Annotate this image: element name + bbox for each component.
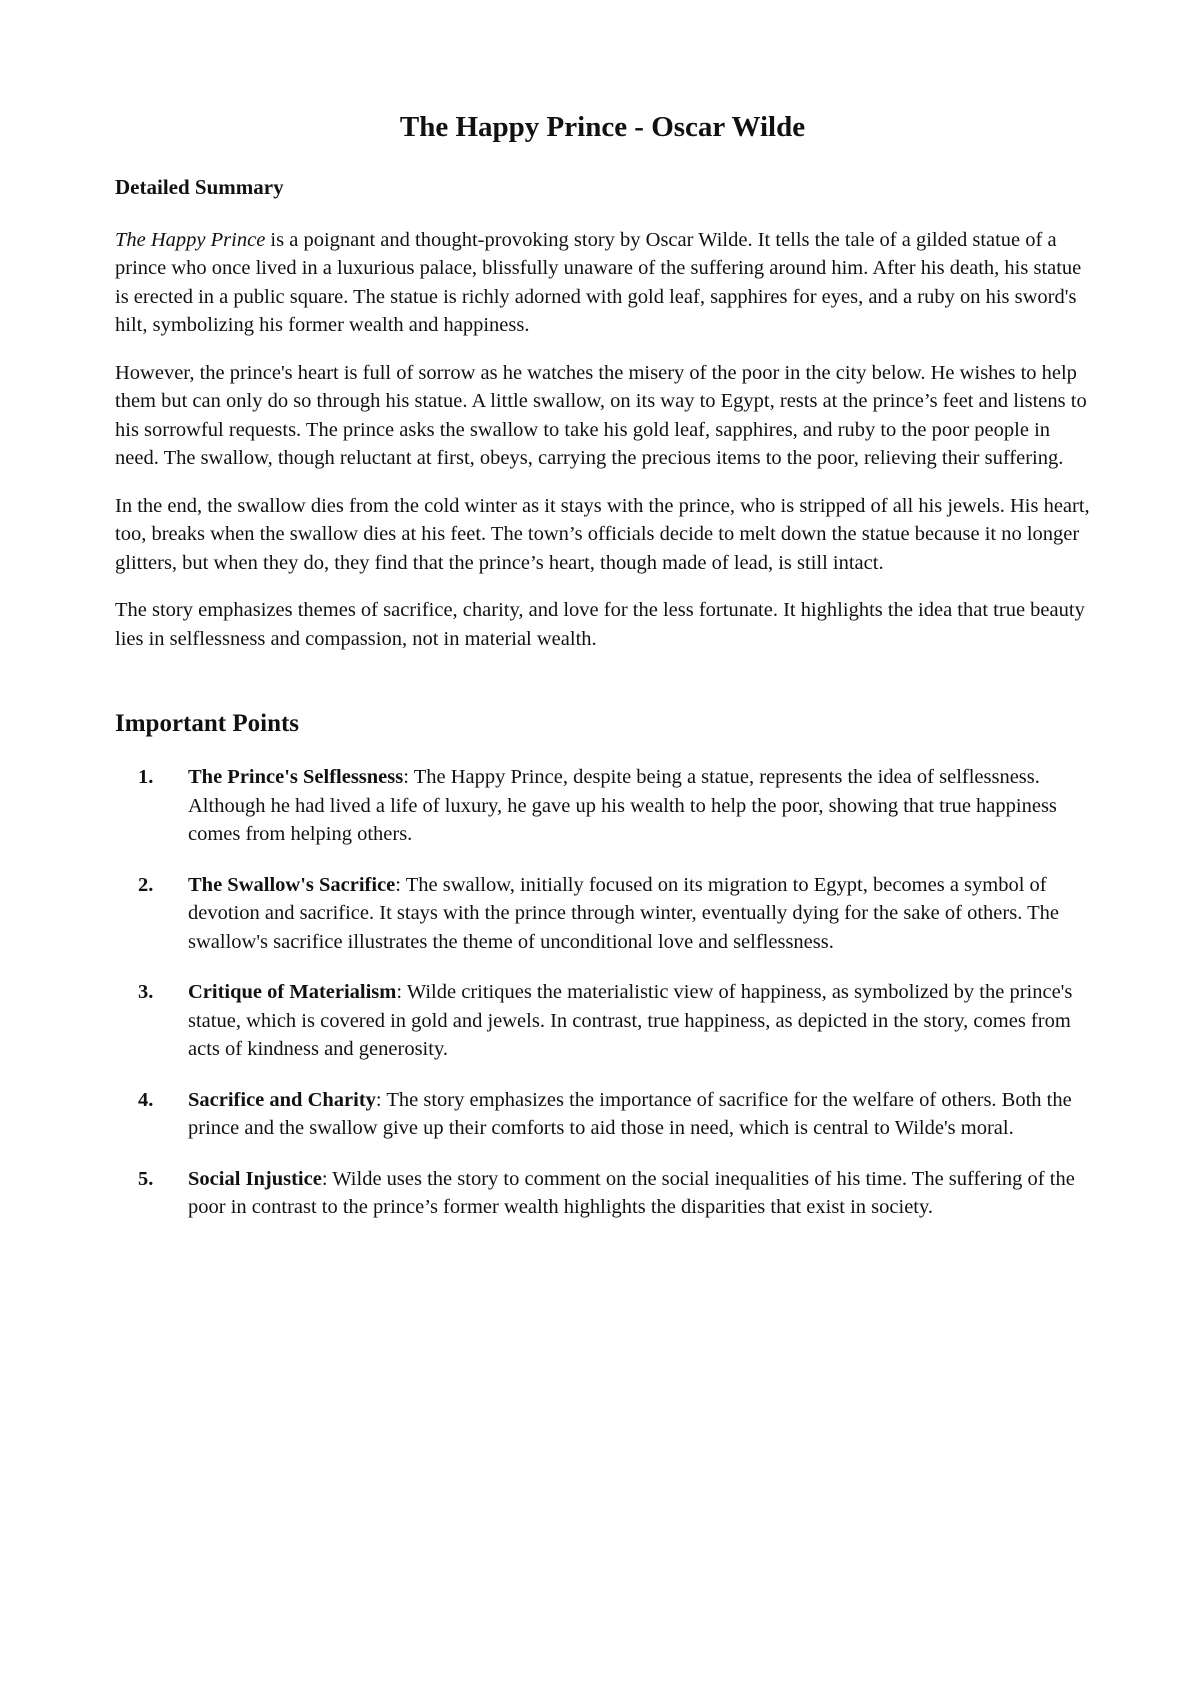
list-item-number: 4. [138,1088,154,1111]
list-item [115,1165,1090,1222]
list-item [115,1086,1090,1143]
list-item-term: Social Injustice [188,1167,322,1190]
book-title-italic: The Happy Prince [115,228,266,251]
important-points-list [115,763,1090,1222]
list-item-text: : The story emphasizes the importance of sacrifice for the welfare of others. Both the prince and the swallow give up their comforts to aid those in need, which is central to Wilde's moral. [188,1088,1072,1140]
list-item-term: The Swallow's Sacrifice [188,873,396,896]
list-item [115,871,1090,957]
list-item-term: Critique of Materialism [188,981,397,1004]
list-item [115,763,1090,849]
list-item-text: : The swallow, initially focused on its migration to Egypt, becomes a symbol of devotion and sacrifice. It stays with the prince through winter, eventually dying for the sake of others. The swallow's sacrifice illustrates the theme of unconditional love and selflessness. [188,873,1059,953]
summary-paragraph-4 [115,596,1090,653]
summary-paragraph-3 [115,492,1090,578]
list-item-text: : Wilde critiques the materialistic view of happiness, as symbolized by the prince's statue, which is covered in gold and jewels. In contrast, true happiness, as depicted in the story, comes from acts of kindness and generosity. [188,981,1073,1061]
document-title: The Happy Prince - Oscar Wilde [399,111,806,143]
list-item [115,978,1090,1064]
paragraph-text: However, the prince's heart is full of sorrow as he watches the misery of the poor in the city below. He wishes to help them but can only do so through his statue. A little swallow, on its way to Egypt, rests at the prince’s feet and listens to his sorrowful requests. The prince asks the swallow to take his gold leaf, sapphires, and ruby to the poor people in need. The swallow, though reluctant at first, obeys, carrying the precious items to the poor, relieving their suffering. [115,361,1087,470]
important-points-heading: Important Points [115,710,300,738]
paragraph-text: In the end, the swallow dies from the cold winter as it stays with the prince, who is stripped of all his jewels. His heart, too, breaks when the swallow dies at his feet. The town’s officials decide to melt down the statue because it no longer glitters, but when they do, they find that the prince’s heart, though made of lead, is still intact. [115,494,1090,574]
document-content [115,110,1090,1244]
summary-paragraph-2 [115,359,1090,473]
list-item-term: The Prince's Selflessness [188,766,404,789]
list-item-text: : Wilde uses the story to comment on the social inequalities of his time. The suffering of the poor in contrast to the prince’s former wealth highlights the disparities that exist in society. [188,1167,1075,1219]
list-item-number: 1. [138,766,154,789]
summary-heading: Detailed Summary [115,174,284,199]
list-item-number: 3. [138,981,154,1004]
summary-paragraph-1 [115,226,1090,340]
list-item-term: Sacrifice and Charity [188,1088,376,1111]
paragraph-text: is a poignant and thought-provoking story by Oscar Wilde. It tells the tale of a gilded statue of a prince who once lived in a luxurious palace, blissfully unaware of the suffering around him. After his death, his statue is erected in a public square. The statue is richly adorned with gold leaf, sapphires for eyes, and a ruby on his sword's hilt, symbolizing his former wealth and happiness. [115,228,1082,337]
list-item-number: 2. [138,873,154,896]
paragraph-text: The story emphasizes themes of sacrifice, charity, and love for the less fortunate. It highlights the idea that true beauty lies in selflessness and compassion, not in material wealth. [115,599,1085,650]
list-item-number: 5. [138,1167,154,1190]
list-item-text: : The Happy Prince, despite being a statue, represents the idea of selflessness. Although he had lived a life of luxury, he gave up his wealth to help the poor, showing that true happiness comes from helping others. [188,766,1057,846]
